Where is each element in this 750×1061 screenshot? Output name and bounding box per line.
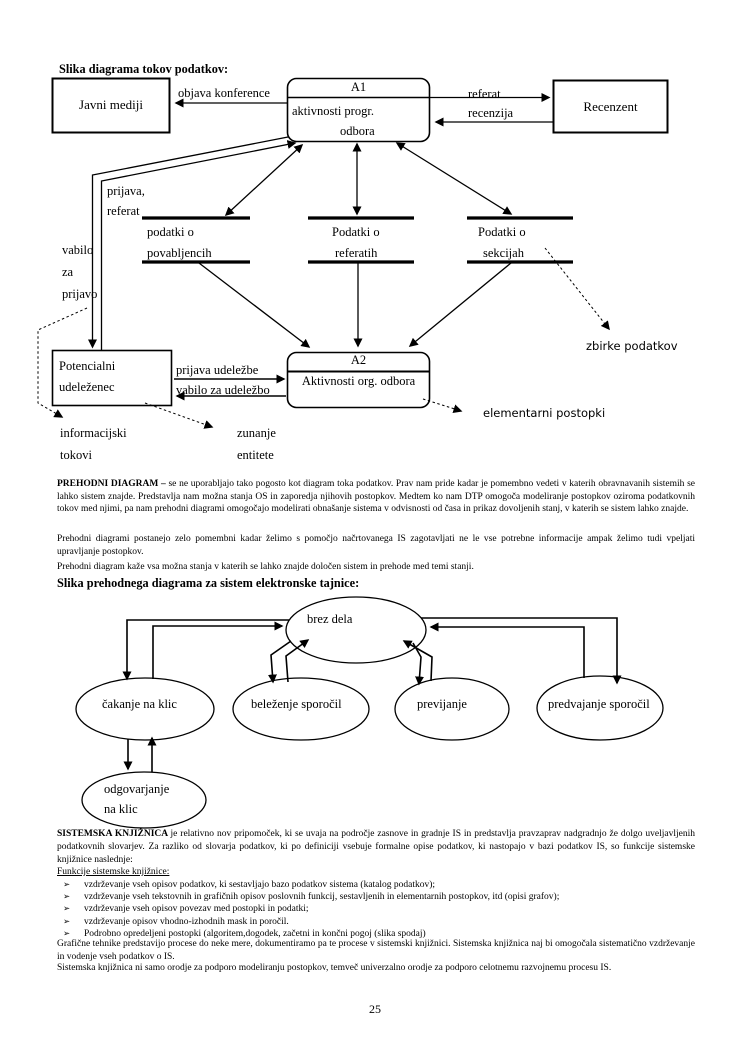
paragraph-sistemska-text: je relativno nov pripomoček, ki se uvaja na področje zasnove in gradnje IS in predstavlja pravzaprav nadgradnjo že dolgo uveljavljenih podatkovnih slovarjev. Za razliko od slovarja podatkov, ki po definiciji vsebuje formalne opise podatkov, ki nastopajo v bazi podatkov IS, so funkcije sistemske knjižnice naslednje: [57,829,695,865]
list-item [57,916,695,928]
paragraph-sistemska [57,828,695,867]
store-sekcije-line1: Podatki o [478,225,526,239]
state-odgovarjanje-line1: odgovarjanje [104,782,170,796]
state-previjanje-label: previjanje [417,697,467,711]
paragraph-prehodni-diagram [57,478,695,516]
bullet-arrow-icon: ➢ [63,916,71,927]
a1-id-label: A1 [350,80,367,94]
state-odgovarjanje-line2: na klic [104,802,138,816]
bullet-arrow-icon: ➢ [63,904,71,915]
predvajanje-to-brez-arrow [431,627,584,678]
zunanje-entitete-pointer [145,403,212,427]
zunanje-label-line1: zunanje [237,426,276,440]
paragraph-sistemska-2: Sistemska knjižnica ni samo orodje za podporo modeliranju postopkov, temveč univerzalno orodje za podporo celotnemu razvojnemu procesu IS. [57,963,612,973]
a1-name-line2: odbora [340,124,375,138]
flow-prijava-line1: prijava, [107,184,145,198]
store-referati-line2: referatih [335,246,378,260]
a1-name-line1: aktivnosti progr. [292,104,374,118]
funkcije-bullet-list [57,879,695,940]
recenzent-label: Recenzent [583,98,638,114]
state-predvajanje-label: predvajanje sporočil [548,697,650,711]
informacijski-label-line2: tokovi [60,448,92,462]
page-number: 25 [369,1002,381,1016]
store3-a2-arrow [410,263,511,346]
list-item-text: vzdrževanje vseh tekstovnih in grafičnih opisov poslovnih funkcij, sestavljenih in elementarnih postopkov, itd (opisi grafov); [84,892,560,903]
a1-store3-arrow [397,143,511,214]
store-povabljenci-line2: povabljencih [147,246,212,260]
flow-objava-label: objava konference [178,86,270,100]
bullet-arrow-icon: ➢ [63,892,71,903]
bullet-arrow-icon: ➢ [63,928,71,939]
store1-a2-arrow [199,263,309,347]
vabilo-prijavo-arrow [93,137,289,347]
list-item [57,903,695,915]
paragraph-prehodni-text: se ne uporabljajo tako pogosto kot diagram toka podatkov. Prav nam pride kadar je pomembno vedeti v katerih obravnavanih sistemih se lahko sistem znajde. Predstavlja nam možna stanja OS in zaporedja njihovih postopkov. Medtem ko nam DTP omogoča modeliranje postopkov oziroma podatkovnih tokov med njimi, pa nam prehodni diagrami omogočajo modelirati obnašanje sistema v odvisnosti od časa in prikaz dovoljenih stanj, v katerih se sistem lahko znajde. [57,479,695,515]
funkcije-heading: Funkcije sistemske knjižnice: [57,867,170,877]
flow-prijava-line2: referat [107,204,140,218]
state-belezenje-label: beleženje sporočil [251,697,342,711]
zbirke-podatkov-pointer [545,248,609,329]
belezenje-to-brez-arrow [286,640,308,682]
list-item-text: vzdrževanje vseh opisov podatkov, ki sestavljajo bazo podatkov sistema (katalog podatkov); [84,880,436,890]
list-item-text: Podrobno opredeljeni postopki (algoritem,dogodek, začetni in končni pogoj (slika spodaj) [84,928,426,939]
a2-name-label: Aktivnosti org. odbora [301,374,416,388]
dfd-title: Slika diagrama tokov podatkov: [59,62,229,76]
a2-id-label: A2 [350,353,367,367]
elementarni-postopki-pointer [423,399,461,411]
flow-prijava-udelezbe-label: prijava udeležbe [176,363,259,377]
flow-recenzija-label: recenzija [468,106,514,120]
a1-store1-arrow [226,145,302,215]
bullet-arrow-icon: ➢ [63,880,71,890]
flow-vabilo-line3: prijavo [62,287,98,301]
std-transition-arrows [127,618,617,772]
state-brez-dela-label: brez dela [307,612,353,626]
brez-to-cakanje-arrow [127,620,289,679]
state-brez-dela [286,597,426,663]
list-item [57,879,695,891]
flow-vabilo-udelezbo-label: vabilo za udeležbo [176,383,270,397]
cakanje-to-brez-arrow [153,626,282,679]
informacijski-label-line1: informacijski [60,426,127,440]
paragraph-sistemska-lead: SISTEMSKA KNJIŽNICA [57,829,171,839]
store-sekcije-line2: sekcijah [483,246,524,260]
flow-vabilo-line1: vabilo [62,243,94,257]
store-povabljenci-line1: podatki o [147,225,194,239]
paragraph-prehodni-2: Prehodni diagrami postanejo zelo pomembni kadar želimo s pomočjo načrtovanega IS zagotavljati ne le vse potrebne informacije ampak želimo tudi vpeljati upravljanje postopkov. [57,534,695,557]
list-item-text: vzdrževanje vseh opisov povezav med postopki in podatki; [84,904,309,915]
store-referati-line1: Podatki o [332,225,380,239]
potencialni-line1: Potencialni [59,359,116,373]
zbirke-podatkov-label: zbirke podatkov [586,339,678,353]
list-item-text: vzdrževanje opisov vhodno-izhodnih mask in poročil. [84,916,289,927]
list-item [57,891,695,903]
paragraph-graficne: Grafične tehnike predstavijo procese do neke mere, dokumentiramo pa te procese v sistemski knjižnici. Sistemska knjižnica naj bi omogočala sistematično vzdrževanje in vodenje vseh podatkov o IS. [57,939,695,962]
flow-vabilo-line2: za [62,265,74,279]
state-cakanje-label: čakanje na klic [102,697,177,711]
std-title: Slika prehodnega diagrama za sistem elektronske tajnice: [57,576,360,590]
previjanje-to-brez-arrow [404,641,432,681]
potencialni-line2: udeleženec [59,380,115,394]
flow-referat-label: referat [468,87,501,101]
elementarni-postopki-label: elementarni postopki [483,406,606,420]
dfd-annotation-arrows [38,248,609,427]
paragraph-prehodni-lead: PREHODNI DIAGRAM – [57,479,169,489]
paragraph-prehodni-3: Prehodni diagram kaže vsa možna stanja v katerih se lahko znajde določen sistem in prehode med temi stanji. [57,562,474,572]
zunanje-label-line2: entitete [237,448,274,462]
javni-mediji-label: Javni mediji [79,97,143,112]
